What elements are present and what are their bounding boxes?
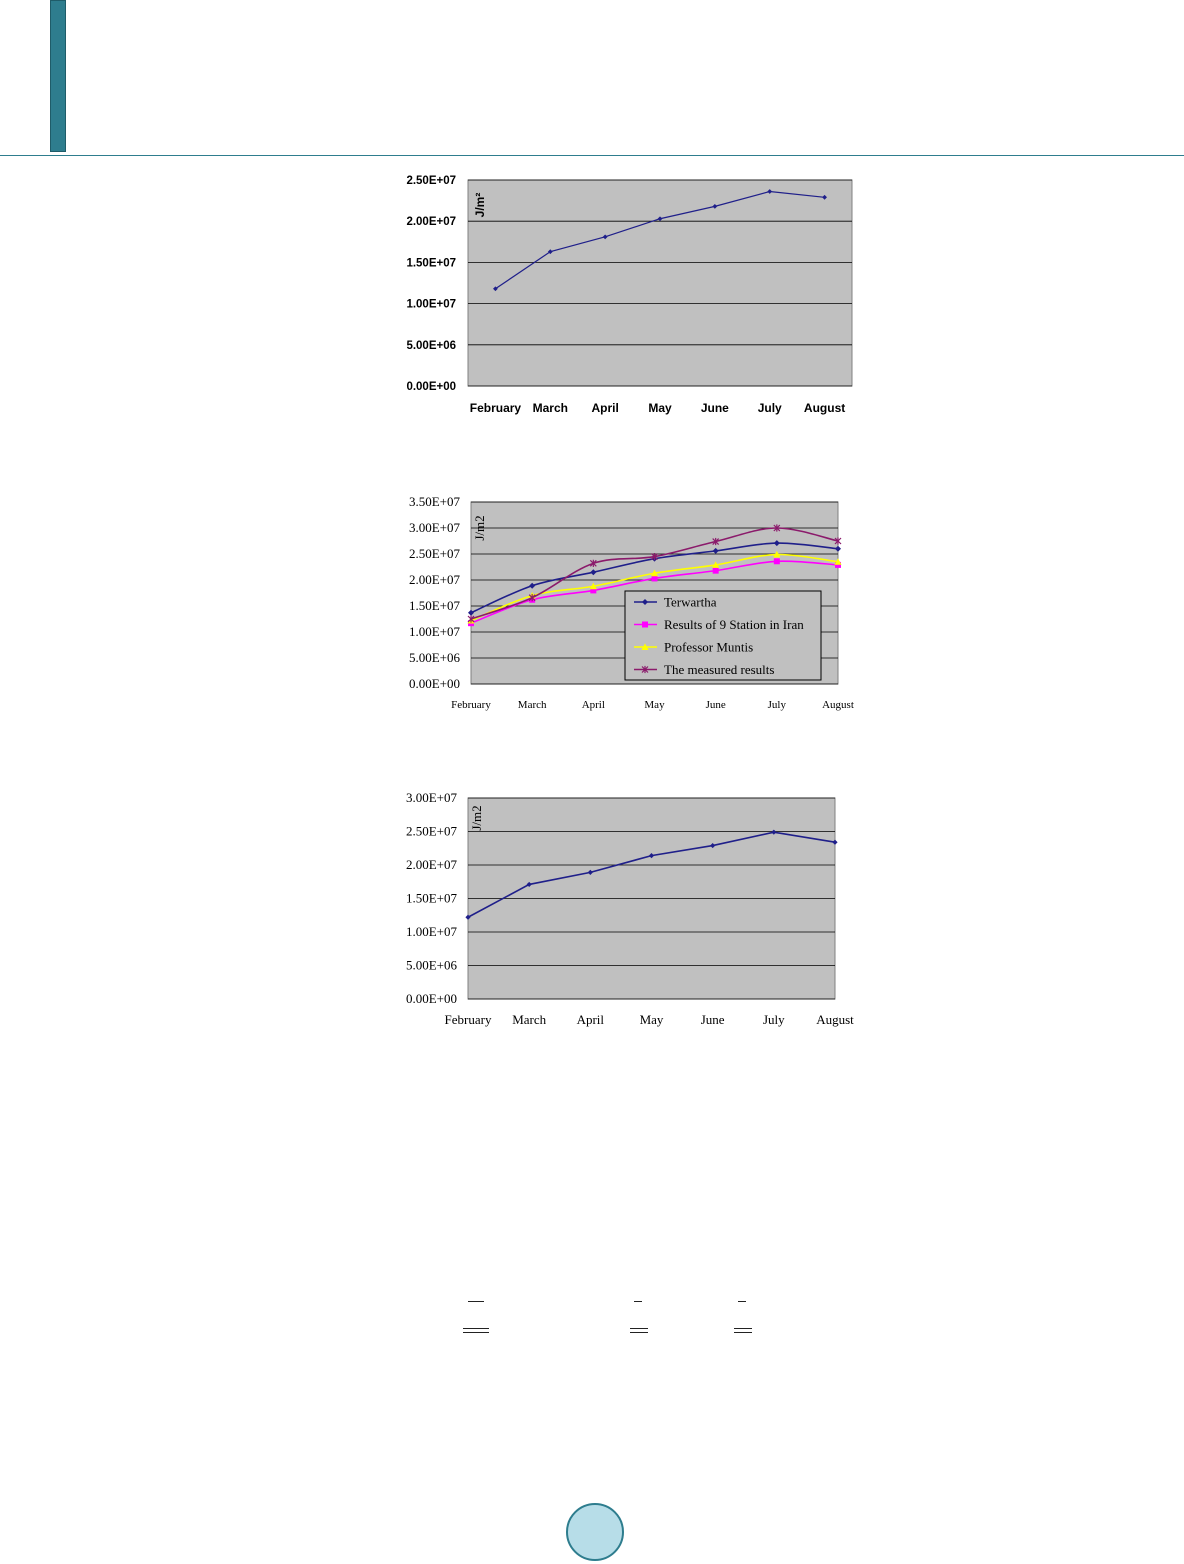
legend-label: Terwartha xyxy=(664,594,717,610)
x-tick-label: August xyxy=(803,401,846,415)
y-tick-label: 1.00E+07 xyxy=(405,924,457,939)
y-tick-label: 0.00E+00 xyxy=(406,381,456,393)
legend-label: The measured results xyxy=(664,662,775,677)
x-tick-label: March xyxy=(512,1012,547,1027)
y-tick-label: 3.50E+07 xyxy=(408,494,460,509)
x-tick-label: June xyxy=(700,1012,725,1027)
y-tick-label: 2.00E+07 xyxy=(405,857,457,872)
y-tick-label: 0.00E+00 xyxy=(405,991,457,1006)
x-tick-label: February xyxy=(451,699,491,711)
equation-overbar xyxy=(634,1301,642,1302)
y-tick-label: 1.00E+07 xyxy=(408,624,460,639)
equation-double-bar xyxy=(630,1328,648,1329)
x-tick-label: July xyxy=(757,401,782,415)
equation-overbar xyxy=(738,1301,746,1302)
x-tick-label: June xyxy=(705,699,726,711)
x-tick-label: June xyxy=(700,401,729,415)
x-tick-label: April xyxy=(591,401,619,415)
y-tick-label: 1.00E+07 xyxy=(406,298,456,311)
y-tick-label: 5.00E+06 xyxy=(405,957,457,973)
y-tick-label: 1.50E+07 xyxy=(408,598,460,613)
y-tick-label: 2.50E+07 xyxy=(405,823,457,839)
y-tick-label: 5.00E+06 xyxy=(406,339,456,352)
y-tick-label: 1.50E+07 xyxy=(406,257,456,270)
y-tick-label: 2.00E+07 xyxy=(408,572,460,587)
y-tick-label: 3.00E+07 xyxy=(408,520,460,535)
equation-double-bar xyxy=(734,1328,752,1329)
x-tick-label: February xyxy=(469,401,522,415)
y-tick-label: 2.50E+07 xyxy=(408,546,460,561)
y-tick-label: 3.00E+07 xyxy=(405,790,457,805)
y-tick-label: 2.00E+07 xyxy=(406,216,456,229)
x-tick-label: August xyxy=(822,699,854,711)
x-tick-label: March xyxy=(517,699,547,711)
equation-double-bar xyxy=(463,1328,489,1329)
x-tick-label: February xyxy=(444,1012,492,1027)
x-tick-label: July xyxy=(767,699,787,711)
y-tick-label: 0.00E+00 xyxy=(408,676,460,691)
equation-double-bar xyxy=(463,1332,489,1333)
x-tick-label: April xyxy=(581,699,605,711)
x-tick-label: May xyxy=(639,1012,664,1027)
y-axis-label: J/m2 xyxy=(469,805,484,831)
y-axis-label: J/m2 xyxy=(472,515,487,541)
y-axis-label: J/m² xyxy=(473,192,487,218)
x-tick-label: March xyxy=(532,401,568,415)
equation-overbar xyxy=(468,1301,484,1302)
x-tick-label: April xyxy=(576,1012,605,1027)
legend-label: Results of 9 Station in Iran xyxy=(664,617,804,632)
page-number-badge xyxy=(566,1503,624,1561)
x-tick-label: July xyxy=(762,1012,785,1027)
y-tick-label: 2.50E+07 xyxy=(406,175,456,187)
x-tick-label: August xyxy=(816,1012,854,1027)
legend-label: Professor Muntis xyxy=(664,639,754,655)
equation-double-bar xyxy=(734,1332,752,1333)
x-tick-label: May xyxy=(648,401,672,415)
equation-double-bar xyxy=(630,1332,648,1333)
y-tick-label: 5.00E+06 xyxy=(408,650,460,665)
y-tick-label: 1.50E+07 xyxy=(405,890,457,906)
x-tick-label: May xyxy=(644,699,665,711)
